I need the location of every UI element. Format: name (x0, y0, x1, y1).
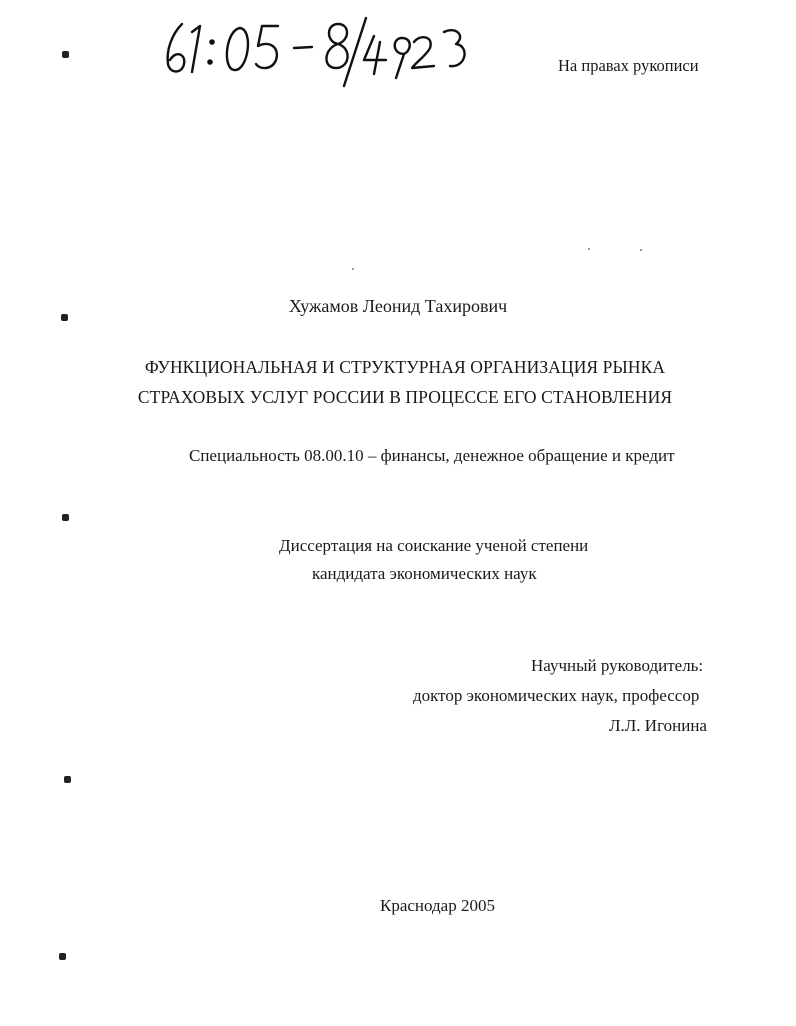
supervisor-heading: Научный руководитель: (531, 656, 704, 675)
title-line-1: ФУНКЦИОНАЛЬНАЯ И СТРУКТУРНАЯ ОРГАНИЗАЦИЯ РЫНКА (144, 357, 666, 377)
place-and-year: Краснодар 2005 (380, 896, 495, 915)
scan-speck (588, 248, 590, 250)
scan-mark (59, 953, 66, 960)
manuscript-rights-note: На правах рукописи (558, 56, 699, 75)
scan-mark (64, 776, 71, 783)
author-name: Хужамов Леонид Тахирович (288, 296, 508, 316)
scan-mark (62, 514, 69, 521)
scan-mark (61, 314, 68, 321)
handwritten-archive-code (160, 10, 470, 90)
specialty-line: Специальность 08.00.10 – финансы, денежное обращение и кредит (189, 446, 675, 465)
degree-line-2: кандидата экономических наук (312, 564, 537, 583)
scan-speck (352, 268, 354, 270)
supervisor-name: Л.Л. Игонина (609, 716, 707, 735)
scan-speck (640, 249, 642, 251)
dissertation-title (0, 352, 796, 412)
scan-mark (62, 51, 69, 58)
supervisor-title: доктор экономических наук, профессор (413, 686, 700, 705)
title-line-2: СТРАХОВЫХ УСЛУГ РОССИИ В ПРОЦЕССЕ ЕГО СТАНОВЛЕНИЯ (137, 387, 673, 407)
degree-line-1: Диссертация на соискание ученой степени (279, 536, 589, 555)
